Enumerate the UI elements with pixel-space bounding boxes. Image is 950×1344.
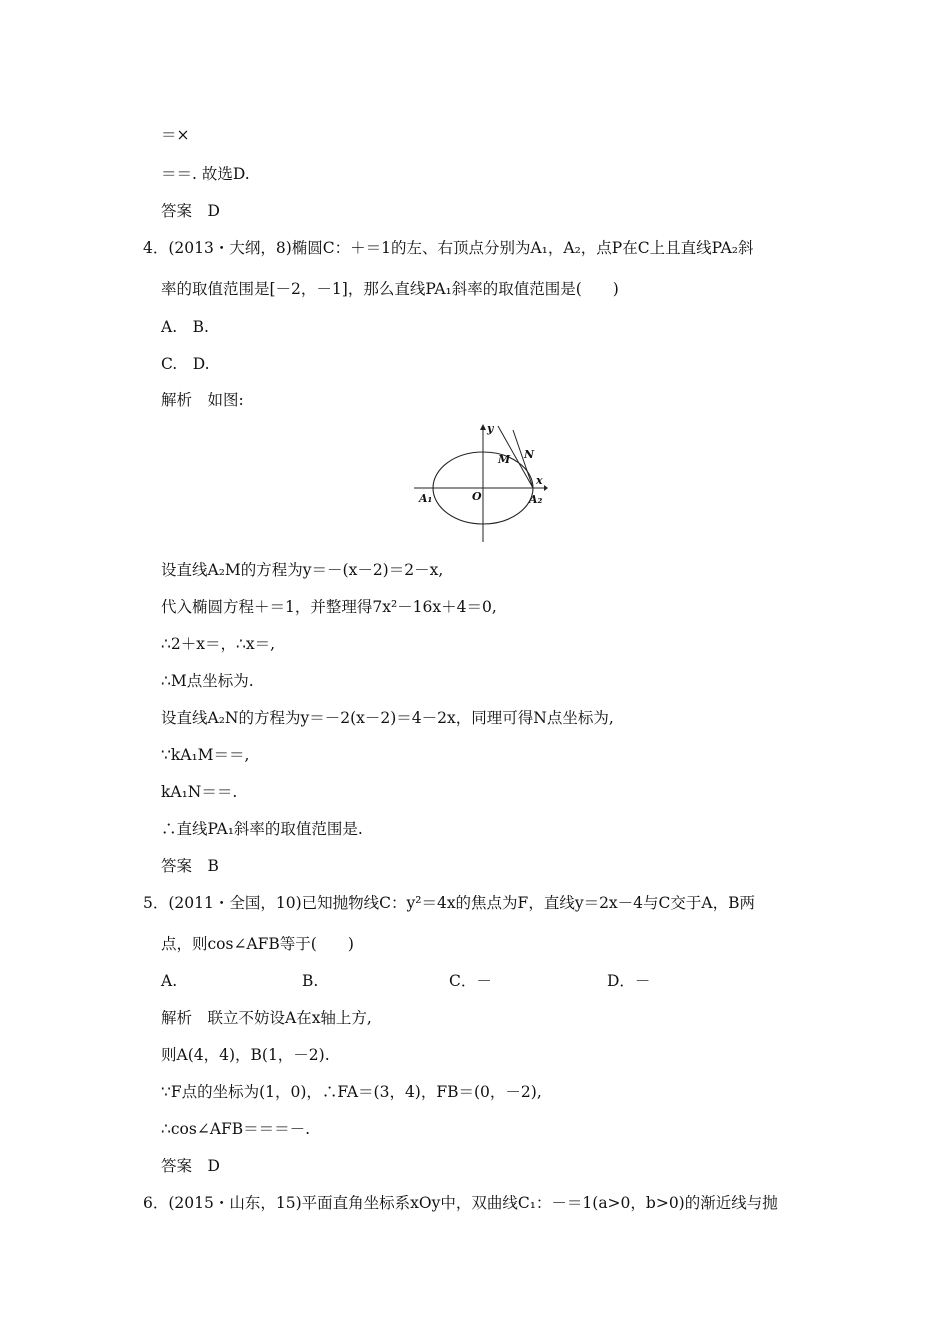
q5-option-c: C．－: [449, 972, 492, 990]
q5-step-3: ∴cos∠AFB＝＝＝－.: [161, 1120, 311, 1138]
y-axis-arrow: [480, 424, 486, 430]
q4-answer: 答案 B: [161, 857, 219, 875]
label-n: N: [524, 448, 535, 461]
label-m: M: [498, 453, 511, 466]
label-y: y: [487, 422, 494, 435]
question-4-options-cd: C. D.: [161, 355, 210, 373]
question-4-analysis: 解析 如图:: [161, 391, 244, 409]
q4-step-2: 代入椭圆方程＋＝1，并整理得7x²－16x＋4＝0,: [161, 598, 497, 616]
q5-option-b: B.: [302, 972, 319, 990]
answer-3: 答案 D: [161, 202, 220, 220]
line-2: ＝＝. 故选D.: [161, 165, 250, 183]
q4-step-5: 设直线A₂N的方程为y＝－2(x－2)＝4－2x，同理可得N点坐标为,: [161, 709, 614, 727]
label-x: x: [536, 474, 543, 487]
q4-step-4: ∴M点坐标为.: [161, 672, 254, 690]
q5-analysis: 解析 联立不妨设A在x轴上方,: [161, 1009, 372, 1027]
line-1: ＝×: [161, 126, 190, 144]
question-4-options-ab: A. B.: [161, 318, 209, 336]
label-a2: A₂: [529, 493, 543, 506]
question-4-line-1: 4．(2013・大纲，8)椭圆C：＋＝1的左、右顶点分别为A₁，A₂，点P在C上且直线PA₂斜: [143, 239, 754, 257]
x-axis-arrow: [544, 485, 548, 491]
question-6-line-1: 6．(2015・山东，15)平面直角坐标系xOy中，双曲线C₁：－＝1(a>0，b>0)的渐近线与抛: [143, 1194, 778, 1212]
q4-step-6: ∵kA₁M＝＝,: [161, 746, 250, 764]
q5-answer: 答案 D: [161, 1157, 220, 1175]
question-5-line-2: 点，则cos∠AFB等于( ): [161, 935, 354, 953]
q5-option-d: D．－: [607, 972, 651, 990]
q4-step-8: ∴直线PA₁斜率的取值范围是.: [161, 820, 363, 838]
question-5-line-1: 5．(2011・全国，10)已知抛物线C：y²＝4x的焦点为F，直线y＝2x－4与C交于A，B两: [143, 894, 755, 912]
label-a1: A₁: [419, 492, 433, 505]
question-4-line-2: 率的取值范围是[－2，－1]，那么直线PA₁斜率的取值范围是( ): [161, 280, 619, 298]
q4-step-1: 设直线A₂M的方程为y＝－(x－2)＝2－x,: [161, 561, 444, 579]
q5-option-a: A.: [161, 972, 178, 990]
ellipse-figure: [410, 418, 560, 543]
q5-step-2: ∵F点的坐标为(1，0)，∴FA＝(3，4)，FB＝(0，－2),: [161, 1083, 542, 1101]
q4-step-3: ∴2＋x＝，∴x＝,: [161, 635, 275, 653]
label-o: O: [472, 490, 482, 503]
q5-step-1: 则A(4，4)，B(1，－2).: [161, 1046, 330, 1064]
q4-step-7: kA₁N＝＝.: [161, 783, 238, 801]
